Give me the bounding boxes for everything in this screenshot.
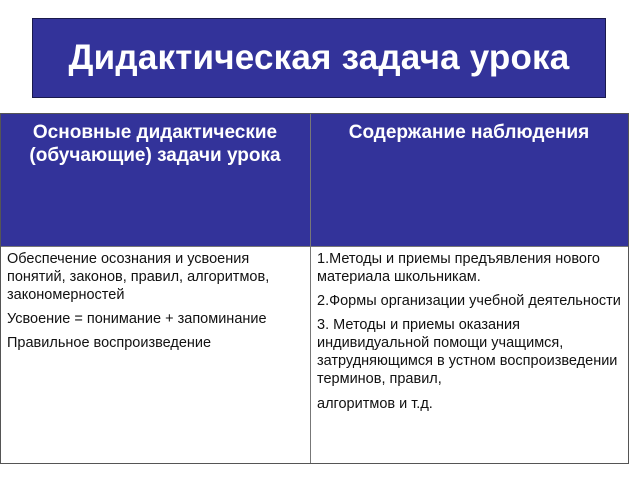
cell-observation-content	[317, 250, 623, 413]
task-item: Правильное воспроизведение	[7, 335, 212, 351]
task-item: Обеспечение осознания и усвоения понятий, законов, правил, алгоритмов, закономерностей	[7, 251, 270, 303]
header-didactic-tasks: Основные дидактические (обучающие) задачи урока	[29, 122, 281, 166]
observation-item: алгоритмов и т.д.	[317, 396, 433, 412]
page-title: Дидактическая задача урока	[68, 38, 570, 77]
cell-didactic-tasks	[7, 250, 307, 358]
header-observation-content: Содержание наблюдения	[348, 122, 590, 143]
row-divider	[1, 246, 628, 247]
observation-item: 3. Методы и приемы оказания индивидуальной помощи учащимся, затрудняющимся в устном воспроизведении терминов, правил,	[317, 317, 618, 387]
lesson-table	[0, 113, 629, 464]
title-banner	[32, 18, 606, 98]
observation-item: 1.Методы и приемы предъявления нового материала школьникам.	[317, 251, 600, 285]
task-item: Усвоение = понимание + запоминание	[7, 311, 267, 327]
column-divider	[310, 114, 311, 463]
observation-item: 2.Формы организации учебной деятельности	[317, 293, 621, 309]
